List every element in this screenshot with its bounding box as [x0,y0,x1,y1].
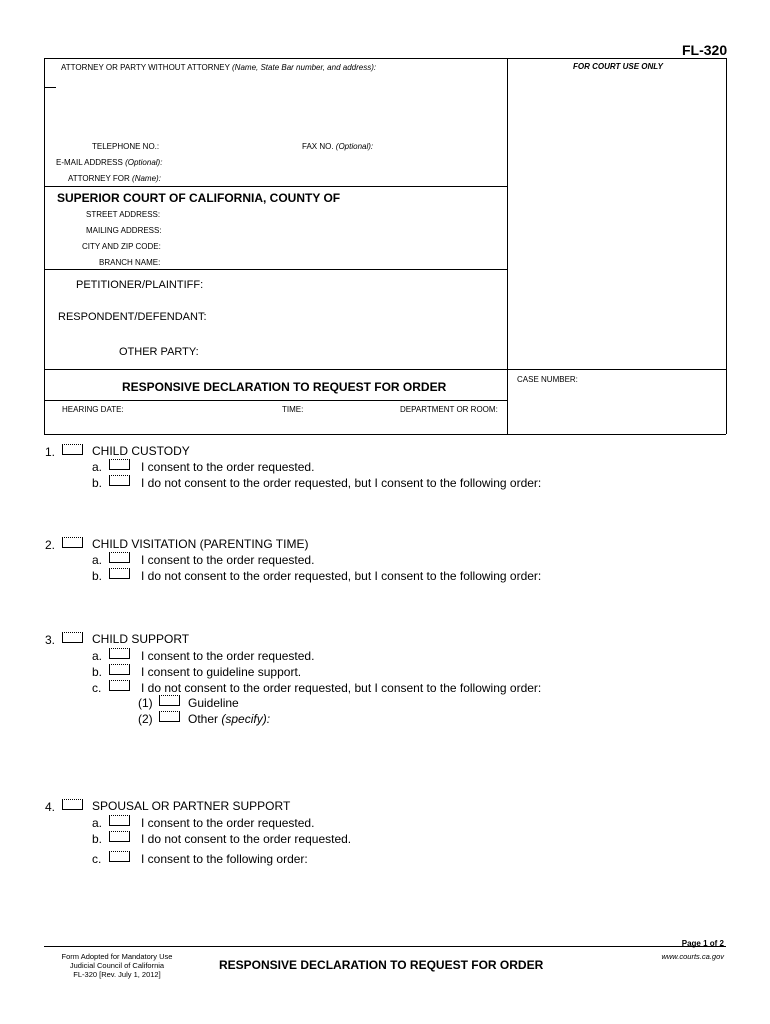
support-guideline-checkbox[interactable] [109,664,130,675]
item-text: I do not consent to the order requested, but I consent to the following order: [141,476,542,490]
child-custody-checkbox[interactable] [62,444,83,455]
item-letter: a. [92,816,103,830]
website-link[interactable]: www.courts.ca.gov [661,952,724,961]
attorney-for-text: ATTORNEY FOR [68,174,130,183]
spousal-support-checkbox[interactable] [62,799,83,810]
child-support-checkbox[interactable] [62,632,83,643]
attorney-for-note: (Name): [132,174,161,183]
support-guideline-option-checkbox[interactable] [159,695,180,706]
subitem-number: (2) [138,712,153,726]
section-number: 3. [45,633,56,647]
fax-label-text: FAX NO. [302,142,334,151]
item-letter: b. [92,476,103,490]
support-consent-checkbox[interactable] [109,648,130,659]
attorney-name-tick [44,87,56,88]
item-letter: a. [92,649,103,663]
item-text: I do not consent to the order requested, but I consent to the following order: [141,681,542,695]
page-number: Page 1 of 2 [681,939,724,948]
attorney-header-label: ATTORNEY OR PARTY WITHOUT ATTORNEY [61,63,230,72]
support-other-checkbox[interactable] [159,711,180,722]
hearing-box-left-border [44,369,45,434]
custody-consent-checkbox[interactable] [109,459,130,470]
item-text: I consent to guideline support. [141,665,302,679]
subitem-number: (1) [138,696,153,710]
telephone-label: TELEPHONE NO.: [92,142,160,151]
attorney-box-bottom [44,186,507,187]
title-box-bottom [44,400,507,401]
header-box-right-border [726,58,727,434]
court-use-divider [507,58,508,434]
hearing-box-bottom [44,434,507,435]
respondent-label: RESPONDENT/DEFENDANT: [58,311,207,323]
branch-name-label: BRANCH NAME: [99,258,161,267]
header-box-top-border [44,58,726,59]
adopted-line-3: FL-320 [Rev. July 1, 2012] [73,970,161,979]
department-label: DEPARTMENT OR ROOM: [400,405,498,414]
street-address-label: STREET ADDRESS: [86,210,161,219]
court-box-bottom [44,269,507,270]
subitem-text-normal: Other [188,712,222,726]
support-alternative-checkbox[interactable] [109,680,130,691]
item-text: I do not consent to the order requested. [141,832,352,846]
item-text: I do not consent to the order requested, but I consent to the following order: [141,569,542,583]
item-letter: a. [92,460,103,474]
adopted-line-2: Judicial Council of California [69,961,165,970]
item-text: I consent to the order requested. [141,553,315,567]
other-party-label: OTHER PARTY: [119,346,199,358]
subitem-text: Guideline [188,696,239,710]
subitem-text-italic: (specify): [221,712,271,726]
section-number: 2. [45,538,56,552]
footer-title: RESPONSIVE DECLARATION TO REQUEST FOR ORDER [219,958,544,972]
email-label-text: E-MAIL ADDRESS [56,158,123,167]
form-adopted-note [42,952,192,979]
spousal-following-order-checkbox[interactable] [109,851,130,862]
child-visitation-checkbox[interactable] [62,537,83,548]
court-title: SUPERIOR COURT OF CALIFORNIA, COUNTY OF [57,191,341,205]
court-use-label: FOR COURT USE ONLY [573,62,663,71]
petitioner-label: PETITIONER/PLAINTIFF: [76,279,204,291]
item-letter: c. [92,852,102,866]
section-title: SPOUSAL OR PARTNER SUPPORT [92,799,291,813]
mailing-address-label: MAILING ADDRESS: [86,226,162,235]
fax-label [302,142,373,151]
footer-rule [44,946,726,947]
section-title: CHILD SUPPORT [92,632,190,646]
section-title: CHILD CUSTODY [92,444,190,458]
hearing-date-label: HEARING DATE: [62,405,124,414]
section-number: 1. [45,445,56,459]
spousal-no-consent-checkbox[interactable] [109,831,130,842]
fax-label-note: (Optional): [335,142,374,151]
item-letter: b. [92,569,103,583]
item-letter: b. [92,665,103,679]
custody-alternative-checkbox[interactable] [109,475,130,486]
section-title: CHILD VISITATION (PARENTING TIME) [92,537,309,551]
item-letter: a. [92,553,103,567]
city-zip-label: CITY AND ZIP CODE: [82,242,161,251]
form-number: FL-320 [682,42,728,58]
visitation-alternative-checkbox[interactable] [109,568,130,579]
item-text: I consent to the order requested. [141,816,315,830]
case-number-label: CASE NUMBER: [517,375,578,384]
item-text: I consent to the order requested. [141,649,315,663]
item-letter: c. [92,681,102,695]
email-label [56,158,162,167]
item-text: I consent to the order requested. [141,460,315,474]
subitem-text [188,712,270,726]
email-label-note: (Optional): [125,158,163,167]
attorney-header-note: (Name, State Bar number, and address): [232,63,377,72]
parties-box-bottom [44,369,726,370]
form-title: RESPONSIVE DECLARATION TO REQUEST FOR ORDER [122,380,447,394]
spousal-consent-checkbox[interactable] [109,815,130,826]
visitation-consent-checkbox[interactable] [109,552,130,563]
hearing-time-label: TIME: [282,405,304,414]
attorney-for-label [68,174,161,183]
case-number-box-bottom [507,434,726,435]
section-number: 4. [45,800,56,814]
item-text: I consent to the following order: [141,852,308,866]
item-letter: b. [92,832,103,846]
adopted-line-1: Form Adopted for Mandatory Use [61,952,173,961]
attorney-header [61,63,376,72]
header-box-left-border [44,58,45,369]
